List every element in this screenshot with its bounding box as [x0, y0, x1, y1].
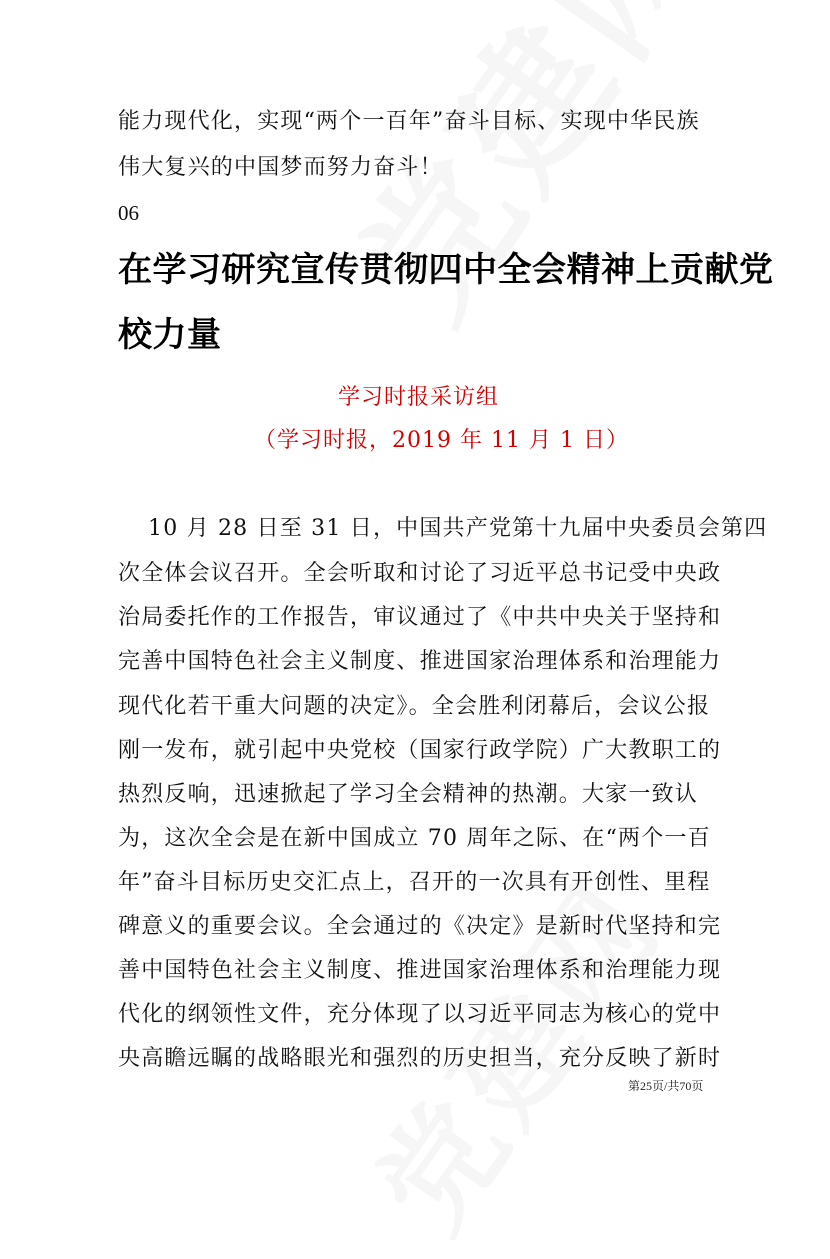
body-line: 完善中国特色社会主义制度、推进国家治理体系和治理能力: [118, 649, 722, 674]
body-line: 热烈反响，迅速掀起了学习全会精神的热潮。大家一致认: [118, 782, 699, 807]
body-line: 央高瞻远瞩的战略眼光和强烈的历史担当，充分反映了新时: [118, 1046, 722, 1071]
body-line: 碑意义的重要会议。全会通过的《决定》是新时代坚持和完: [118, 914, 722, 939]
source-citation: （学习时报，2019 年 11 月 1 日）: [254, 428, 629, 453]
body-line: 治局委托作的工作报告，审议通过了《中共中央关于坚持和: [118, 605, 722, 630]
body-line: 年”奋斗目标历史交汇点上，召开的一次具有开创性、里程: [118, 870, 711, 895]
intro-line-1: 能力现代化，实现“两个一百年”奋斗目标、实现中华民族: [118, 109, 700, 134]
page-number-footer: 第25页/共70页: [628, 1079, 704, 1093]
body-line: 善中国特色社会主义制度、推进国家治理体系和治理能力现: [118, 958, 722, 983]
intro-line-2: 伟大复兴的中国梦而努力奋斗！: [118, 155, 443, 180]
body-line: 刚一发布，就引起中央党校（国家行政学院）广大教职工的: [118, 738, 722, 763]
body-line: 次全体会议召开。全会听取和讨论了习近平总书记受中央政: [118, 561, 722, 586]
section-number: 06: [118, 201, 139, 225]
byline: 学习时报采访组: [338, 385, 500, 410]
body-line: 代化的纲领性文件，充分体现了以习近平同志为核心的党中: [118, 1002, 722, 1027]
article-title-line-2: 校力量: [118, 315, 222, 355]
body-line: 10 月 28 日至 31 日，中国共产党第十九届中央委员会第四: [148, 516, 768, 541]
article-title-line-1: 在学习研究宣传贯彻四中全会精神上贡献党: [118, 250, 774, 290]
body-line: 现代化若干重大问题的决定》。全会胜利闭幕后，会议公报: [118, 694, 711, 719]
body-line: 为，这次全会是在新中国成立 70 周年之际、在“两个一百: [118, 826, 711, 851]
